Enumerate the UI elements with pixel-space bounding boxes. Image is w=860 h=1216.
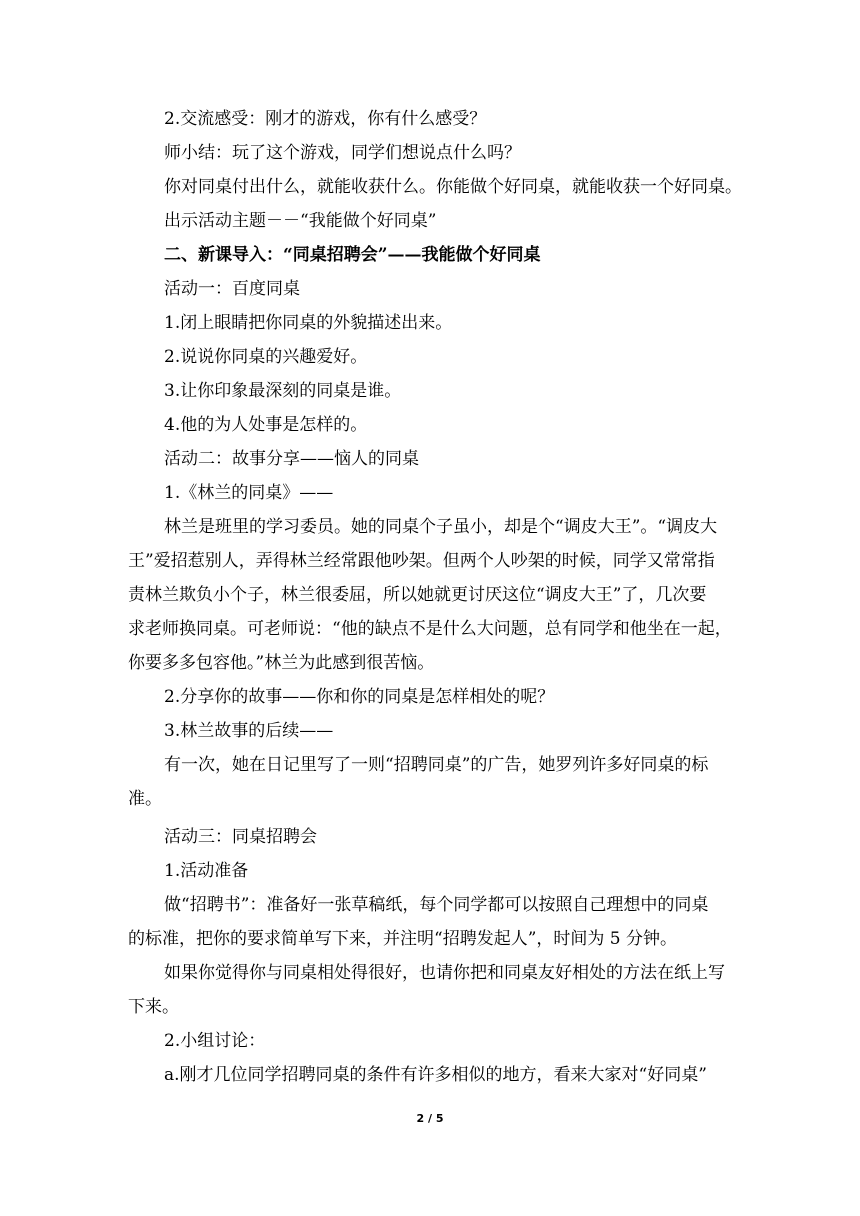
activity-title: 活动二：故事分享——恼人的同桌: [164, 449, 419, 469]
section-heading: 二、新课导入：“同桌招聘会”——我能做个好同桌: [164, 245, 541, 265]
list-item: 1.《林兰的同桌》——: [164, 483, 334, 503]
text-line: 你对同桌付出什么，就能收获什么。你能做个好同桌，就能收获一个好同桌。: [164, 177, 742, 197]
page-number: 2 / 5: [416, 1112, 444, 1125]
list-item: 4.他的为人处事是怎样的。: [164, 415, 368, 435]
activity-title: 活动三：同桌招聘会: [164, 827, 317, 847]
text-line: 2.交流感受：刚才的游戏，你有什么感受？: [164, 109, 487, 129]
method-paragraph: [128, 956, 725, 1024]
paragraph-line: 准。: [128, 789, 162, 809]
activity-title: 活动一：百度同桌: [164, 279, 300, 299]
preparation-paragraph: [128, 888, 709, 956]
list-item: 1.闭上眼睛把你同桌的外貌描述出来。: [164, 313, 453, 333]
list-item: a.刚才几位同学招聘同桌的条件有许多相似的地方，看来大家对“好同桌”: [164, 1065, 707, 1085]
paragraph-line: 求老师换同桌。可老师说：“他的缺点不是什么大问题，总有同学和他坐在一起，: [128, 619, 732, 639]
paragraph-line: 责林兰欺负小个子，林兰很委屈，所以她就更讨厌这位“调皮大王”了，几次要: [128, 585, 707, 605]
paragraph-line: 林兰是班里的学习委员。她的同桌个子虽小，却是个“调皮大王”。“调皮大: [164, 517, 718, 537]
paragraph-line: 下来。: [128, 997, 179, 1017]
sequel-paragraph: [128, 748, 709, 816]
text-line: 出示活动主题－－“我能做个好同桌”: [164, 211, 437, 231]
text-line: 师小结：玩了这个游戏，同学们想说点什么吗？: [164, 143, 521, 163]
paragraph-line: 王”爱招惹别人，弄得林兰经常跟他吵架。但两个人吵架的时候，同学又常常指: [128, 551, 715, 571]
list-item: 2.小组讨论：: [164, 1031, 266, 1051]
paragraph-line: 的标准，把你的要求简单写下来，并注明“招聘发起人”，时间为 5 分钟。: [128, 929, 678, 949]
paragraph-line: 有一次，她在日记里写了一则“招聘同桌”的广告，她罗列许多好同桌的标: [164, 755, 709, 775]
paragraph-line: 如果你觉得你与同桌相处得很好，也请你把和同桌友好相处的方法在纸上写: [164, 963, 725, 983]
list-item: 2.说说你同桌的兴趣爱好。: [164, 347, 368, 367]
list-item: 3.林兰故事的后续——: [164, 721, 334, 741]
list-item: 2.分享你的故事——你和你的同桌是怎样相处的呢？: [164, 687, 555, 707]
story-paragraph: [128, 510, 732, 680]
list-item: 3.让你印象最深刻的同桌是谁。: [164, 381, 402, 401]
paragraph-line: 做“招聘书”：准备好一张草稿纸，每个同学都可以按照自己理想中的同桌: [164, 895, 709, 915]
paragraph-line: 你要多多包容他。”林兰为此感到很苦恼。: [128, 653, 435, 673]
list-item: 1.活动准备: [164, 861, 249, 881]
document-body: [128, 102, 742, 1092]
